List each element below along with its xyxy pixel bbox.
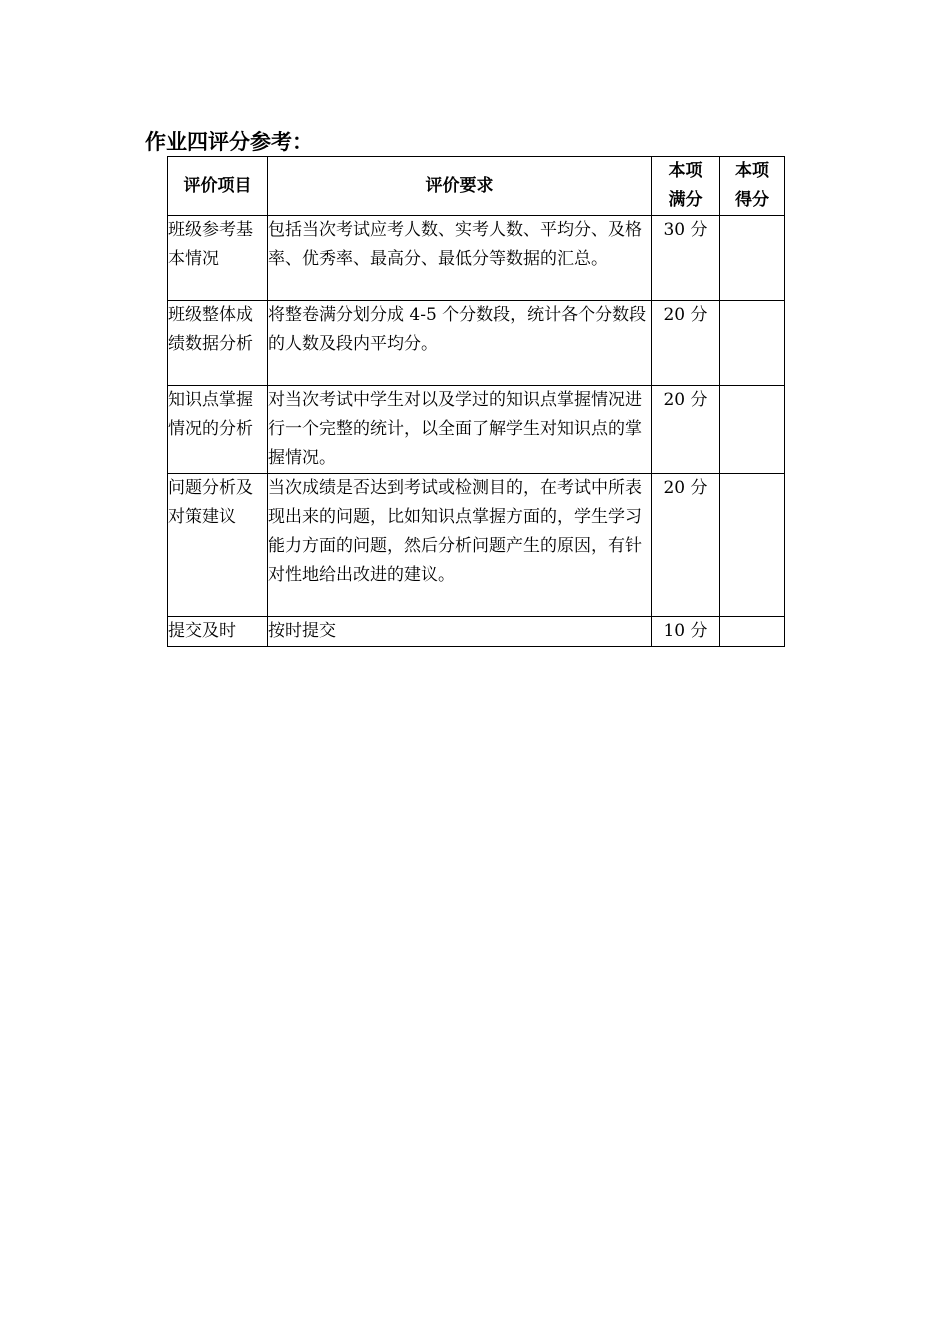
row-requirement: 包括当次考试应考人数、实考人数、平均分、及格率、优秀率、最高分、最低分等数据的汇总。	[268, 216, 652, 301]
row-score-cell	[720, 216, 785, 301]
header-full-score: 本项满分	[652, 157, 720, 216]
table-row	[168, 216, 785, 301]
row-item: 知识点掌握情况的分析	[168, 386, 268, 474]
row-item: 问题分析及对策建议	[168, 474, 268, 617]
table-row	[168, 386, 785, 474]
header-score: 本项得分	[720, 157, 785, 216]
header-item: 评价项目	[168, 157, 268, 216]
row-score-cell	[720, 474, 785, 617]
row-full-score: 30 分	[652, 216, 720, 301]
page-title: 作业四评分参考：	[145, 130, 313, 154]
row-requirement: 对当次考试中学生对以及学过的知识点掌握情况进行一个完整的统计，以全面了解学生对知识点的掌握情况。	[268, 386, 652, 474]
row-item: 班级整体成绩数据分析	[168, 301, 268, 386]
row-score-cell	[720, 386, 785, 474]
table-row	[168, 301, 785, 386]
row-score-cell	[720, 617, 785, 647]
row-item: 班级参考基本情况	[168, 216, 268, 301]
row-full-score: 20 分	[652, 474, 720, 617]
row-full-score: 10 分	[652, 617, 720, 647]
row-score-cell	[720, 301, 785, 386]
row-item: 提交及时	[168, 617, 268, 647]
grading-rubric-table	[167, 156, 785, 647]
row-requirement: 将整卷满分划分成 4-5 个分数段，统计各个分数段的人数及段内平均分。	[268, 301, 652, 386]
header-requirement: 评价要求	[268, 157, 652, 216]
table-row	[168, 617, 785, 647]
row-requirement: 按时提交	[268, 617, 652, 647]
row-requirement: 当次成绩是否达到考试或检测目的，在考试中所表现出来的问题，比如知识点掌握方面的，学生学习能力方面的问题，然后分析问题产生的原因，有针对性地给出改进的建议。	[268, 474, 652, 617]
row-full-score: 20 分	[652, 386, 720, 474]
table-row	[168, 474, 785, 617]
row-full-score: 20 分	[652, 301, 720, 386]
table-header-row	[168, 157, 785, 216]
